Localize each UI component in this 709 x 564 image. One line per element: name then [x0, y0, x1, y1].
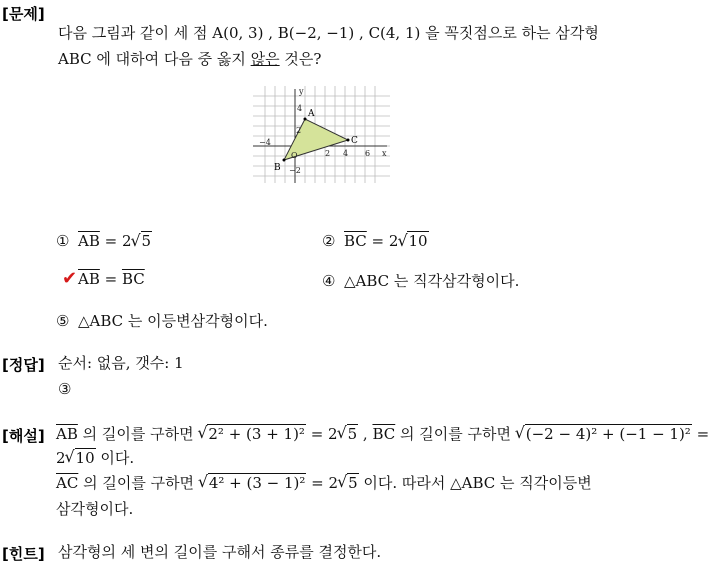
- radicand: 10: [408, 232, 428, 250]
- x-axis-label: x: [382, 149, 387, 158]
- option-equals: = 2: [99, 232, 132, 250]
- sqrt: [338, 474, 359, 492]
- radicand: 2² + (3 + 1)²: [208, 425, 305, 443]
- option-number: ④: [322, 272, 336, 290]
- tick-x-neg4: −4: [259, 138, 271, 147]
- solution-line-4: 삼각형이다.: [56, 500, 134, 518]
- solution-text: 의 길이를 구하면: [395, 425, 516, 443]
- problem-text: 을 꼭짓점으로 하는 삼각형: [425, 24, 599, 42]
- segment-label: $\overline{AB}$: [56, 425, 78, 443]
- segment-label: $\overline{AB}$: [78, 270, 100, 288]
- option-1[interactable]: [56, 232, 152, 250]
- radicand: 5: [348, 474, 358, 492]
- option-number: ①: [56, 232, 70, 250]
- check-mark-icon: ✔: [62, 268, 78, 289]
- problem-line-1: 다음 그림과 같이 세 점 A(0, 3) , B(−2, −1) , C(4, 1) 을 꼭짓점으로 하는 삼각형: [58, 24, 599, 42]
- solution-text: 2: [56, 449, 66, 467]
- sqrt: [516, 425, 692, 443]
- solution-text: 의 길이를 구하면: [77, 425, 199, 443]
- vertex-a-label: A: [308, 109, 315, 119]
- tick-y-neg2: −2: [289, 166, 301, 175]
- coordinate-figure: [253, 86, 390, 183]
- tick-y2: 2: [296, 126, 302, 135]
- segment-label: $\overline{BC}$: [121, 270, 145, 288]
- problem-text: 다음 그림과 같이 세 점: [58, 24, 213, 42]
- solution-text: 이다. 따라서 △ABC 는 직각이등변: [358, 474, 592, 492]
- segment-label: $\overline{AC}$: [56, 474, 79, 492]
- vertex-c-label: C: [351, 136, 358, 146]
- option-text: △ABC 는 직각삼각형이다.: [344, 272, 520, 290]
- option-2[interactable]: [322, 232, 429, 250]
- radicand: 5: [347, 425, 358, 443]
- option-3[interactable]: [56, 270, 145, 288]
- segment-label: $\overline{AB}$: [78, 232, 100, 250]
- sqrt: [338, 425, 359, 443]
- solution-line-2: [56, 449, 134, 467]
- radicand: 5: [141, 232, 152, 250]
- option-equals: =: [99, 270, 122, 288]
- vertex-b-label: B: [274, 163, 281, 173]
- vertex-c-dot: [347, 139, 350, 142]
- segment-label: $\overline{BC}$: [344, 232, 367, 250]
- option-number: ②: [322, 232, 336, 250]
- y-axis-label: y: [299, 87, 304, 96]
- underlined-word: 않은: [250, 50, 280, 68]
- tick-y4: 4: [297, 104, 303, 113]
- point-c: C(4, 1): [368, 24, 421, 42]
- solution-tag: [해설]: [2, 427, 45, 445]
- solution-line-1: [56, 425, 709, 443]
- sqrt: [66, 449, 96, 467]
- sqrt: [199, 474, 307, 492]
- option-equals: = 2: [366, 232, 399, 250]
- hint-text: 삼각형의 세 변의 길이를 구해서 종류를 결정한다.: [58, 543, 382, 561]
- point-b: B(−2, −1): [277, 24, 355, 42]
- solution-text: = 2: [305, 425, 338, 443]
- vertex-b-dot: [283, 159, 286, 162]
- sqrt: [198, 425, 306, 443]
- sqrt: [132, 232, 153, 250]
- option-text: △ABC 는 이등변삼각형이다.: [78, 312, 268, 330]
- solution-text: = 2: [306, 474, 339, 492]
- radicand: (−2 − 4)² + (−1 − 1)²: [525, 425, 691, 443]
- solution-text: 의 길이를 구하면: [78, 474, 199, 492]
- option-5[interactable]: [56, 310, 268, 331]
- answer-line-2: ③: [58, 380, 72, 398]
- problem-line-2: [58, 50, 321, 68]
- tick-x2: 2: [325, 149, 331, 158]
- segment-label: $\overline{BC}$: [372, 425, 396, 443]
- hint-tag: [힌트]: [2, 545, 45, 563]
- problem-text: ABC 에 대하여 다음 중 옳지: [58, 50, 251, 68]
- radicand: 4² + (3 − 1)²: [208, 474, 306, 492]
- option-number: ⑤: [56, 312, 70, 330]
- answer-line-1: 순서: 없음, 갯수: 1: [58, 354, 184, 372]
- problem-text: 것은?: [279, 50, 322, 68]
- origin-label: O: [291, 151, 298, 160]
- sqrt: [398, 232, 428, 250]
- solution-text: 이다.: [95, 449, 135, 467]
- tick-x6: 6: [365, 149, 371, 158]
- answer-tag: [정답]: [2, 356, 45, 374]
- vertex-a-dot: [304, 118, 307, 121]
- solution-text: ,: [358, 425, 373, 443]
- radicand: 10: [75, 449, 95, 467]
- solution-text: =: [691, 425, 709, 443]
- option-4[interactable]: [322, 270, 519, 291]
- problem-tag: [문제]: [2, 5, 45, 23]
- point-a: A(0, 3): [212, 24, 264, 42]
- tick-x4: 4: [343, 149, 349, 158]
- solution-line-3: [56, 474, 592, 492]
